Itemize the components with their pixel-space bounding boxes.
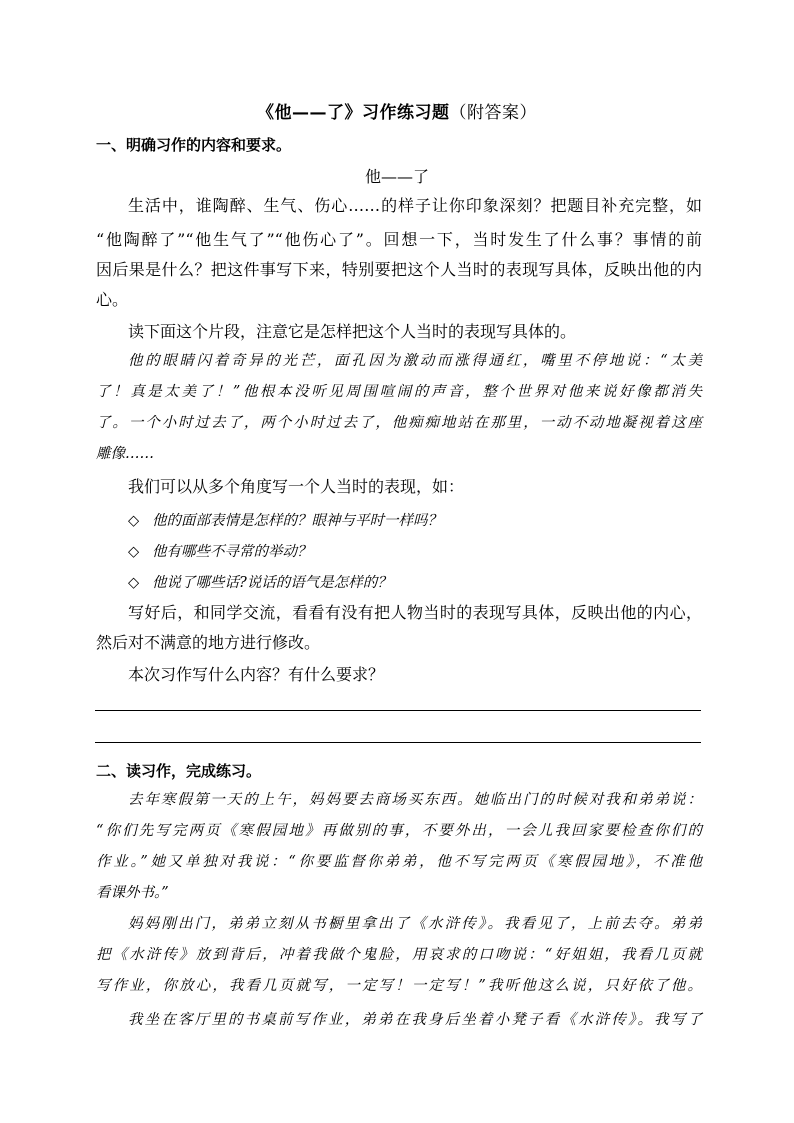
excerpt-line: 他的眼睛闪着奇异的光芒，面孔因为激动而涨得通红，嘴里不停地说：“太美 bbox=[128, 353, 702, 369]
para1-line: 因后果是什么？把这件事写下来，特别要把这个人当时的表现写具体，反映出他的内 bbox=[96, 260, 702, 279]
story-line: 把《水浒传》放到背后，冲着我做个鬼脸，用哀求的口吻说：“好姐姐，我看几页就 bbox=[96, 947, 702, 963]
story-line: “你们先写完两页《寒假园地》再做别的事，不要外出，一会儿我回家要检查你们的 bbox=[96, 823, 702, 839]
bullet-item bbox=[128, 571, 392, 592]
para1-line: “他陶醉了”“他生气了”“他伤心了”。回想一下，当时发生了什么事？事情的前 bbox=[96, 230, 702, 249]
bullet-text: 他的面部表情是怎样的？眼神与平时一样吗？ bbox=[152, 513, 442, 529]
bullet-item bbox=[128, 509, 442, 530]
diamond-bullet-icon: ◇ bbox=[128, 575, 140, 591]
para1-line: 生活中，谁陶醉、生气、伤心……的样子让你印象深刻？把题目补充完整，如 bbox=[128, 196, 702, 215]
story-line: 看课外书。” bbox=[96, 885, 169, 901]
story-line: 去年寒假第一天的上午，妈妈要去商场买东西。她临出门的时候对我和弟弟说： bbox=[128, 792, 702, 808]
section2-heading: 二、读习作，完成练习。 bbox=[96, 762, 262, 780]
bullet-text: 他说了哪些话?说话的语气是怎样的？ bbox=[152, 575, 392, 591]
bullet-item bbox=[128, 540, 312, 561]
excerpt-line: 了！真是太美了！”他根本没听见周围喧闹的声音，整个世界对他来说好像都消失 bbox=[96, 384, 702, 400]
title-paren: （附答案） bbox=[449, 103, 537, 123]
essay-subtitle: 他——了 bbox=[364, 167, 429, 186]
para4-line: 写好后，和同学交流，看看有没有把人物当时的表现写具体，反映出他的内心， bbox=[128, 603, 702, 622]
para3: 我们可以从多个角度写一个人当时的表现，如： bbox=[128, 477, 465, 496]
story-line: 妈妈刚出门，弟弟立刻从书橱里拿出了《水浒传》。我看见了，上前去夺。弟弟 bbox=[128, 916, 702, 932]
diamond-bullet-icon: ◇ bbox=[128, 544, 140, 560]
section1-heading: 一、明确习作的内容和要求。 bbox=[96, 136, 292, 154]
answer-line bbox=[95, 742, 701, 743]
question-line: 本次习作写什么内容？有什么要求？ bbox=[128, 665, 385, 684]
story-line: 写作业，你放心，我看几页就写，一定写！一定写！”我听他这么说，只好依了他。 bbox=[96, 978, 702, 994]
diamond-bullet-icon: ◇ bbox=[128, 513, 140, 529]
excerpt-line: 雕像…… bbox=[96, 446, 154, 462]
story-line: 作业。”她又单独对我说：“你要监督你弟弟，他不写完两页《寒假园地》，不准他 bbox=[96, 854, 702, 870]
para4-line: 然后对不满意的地方进行修改。 bbox=[96, 633, 321, 652]
title-main: 《他——了》习作练习题 bbox=[257, 103, 450, 123]
answer-line bbox=[95, 710, 701, 711]
para1-line: 心。 bbox=[96, 290, 129, 309]
excerpt-line: 了。一个小时过去了，两个小时过去了，他痴痴地站在那里，一动不动地凝视着这座 bbox=[96, 415, 702, 431]
story-line: 我坐在客厅里的书桌前写作业，弟弟在我身后坐着小凳子看《水浒传》。我写了 bbox=[128, 1012, 702, 1028]
para2: 读下面这个片段，注意它是怎样把这个人当时的表现写具体的。 bbox=[128, 322, 577, 341]
bullet-text: 他有哪些不寻常的举动？ bbox=[152, 544, 312, 560]
page-title bbox=[0, 98, 794, 123]
